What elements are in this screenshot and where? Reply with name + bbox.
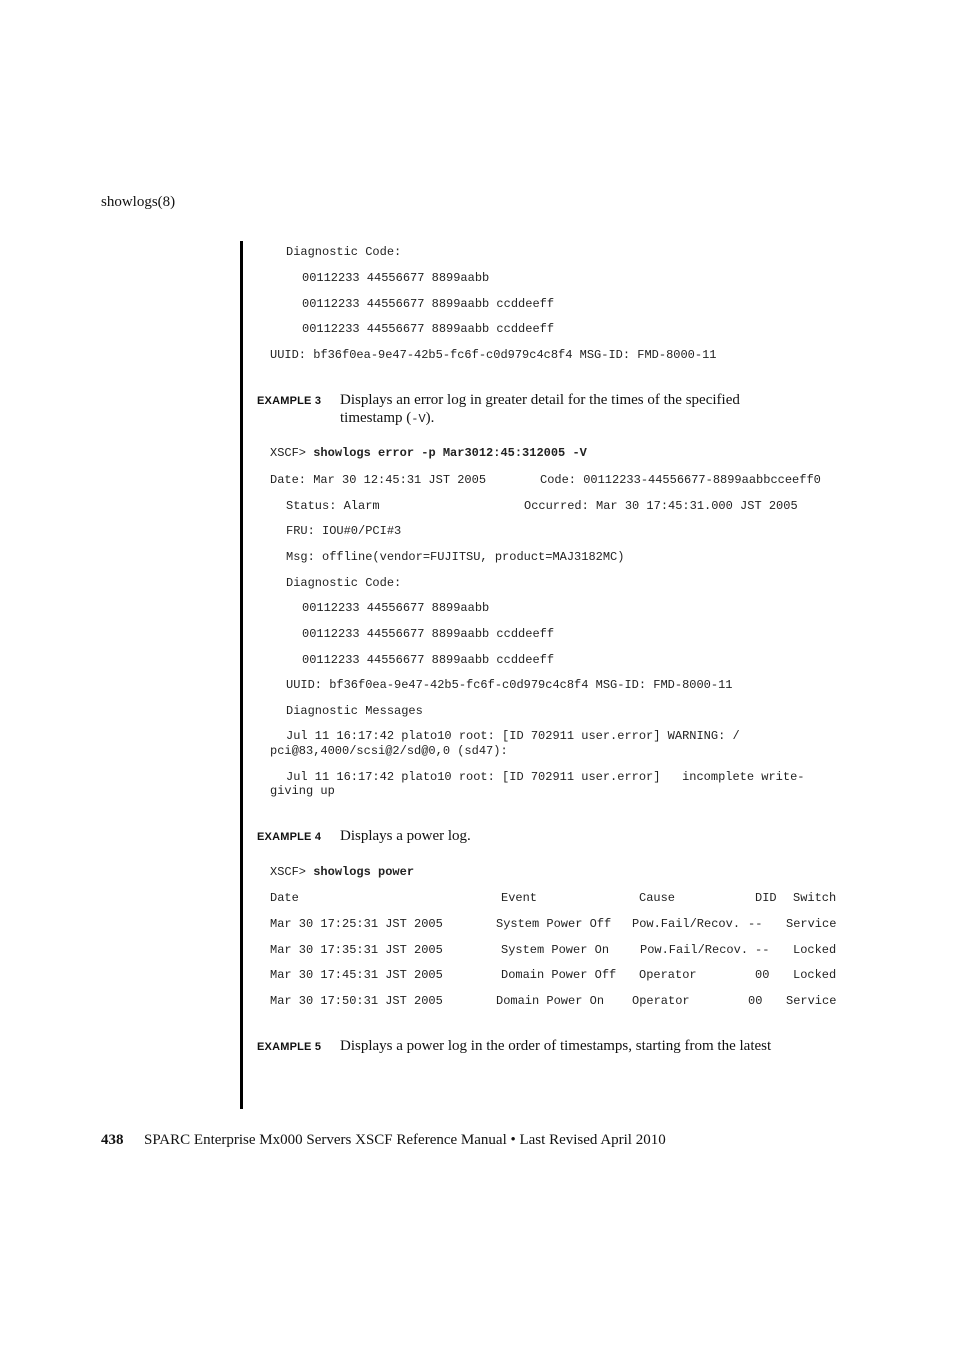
table-header-cause: Cause [639, 891, 676, 905]
table-cell-cause: Pow.Fail/Recov. [640, 943, 749, 957]
command: showlogs power [313, 865, 415, 879]
table-cell-cause: Pow.Fail/Recov. [632, 917, 741, 931]
table-cell-event: System Power On [501, 943, 610, 957]
table-cell-did: -- [748, 917, 763, 931]
example-4-label: EXAMPLE 4 [257, 831, 322, 843]
log-fru: FRU: IOU#0/PCI#3 [286, 524, 402, 538]
footer-text: SPARC Enterprise Mx000 Servers XSCF Reference Manual • Last Revised April 2010 [144, 1132, 666, 1148]
table-cell-event: System Power Off [496, 917, 612, 931]
diagnostic-code-label: Diagnostic Code: [286, 245, 402, 259]
diagnostic-code-line: 00112233 44556677 8899aabb [302, 271, 490, 285]
table-header-event: Event [501, 891, 538, 905]
log-date: Date: Mar 30 12:45:31 JST 2005 [270, 473, 487, 487]
example-3-description: Displays an error log in greater detail for the times of the specified [340, 392, 740, 408]
table-cell-did: 00 [748, 994, 763, 1008]
uuid-line: UUID: bf36f0ea-9e47-42b5-fc6f-c0d979c4c8f4 MSG-ID: FMD-8000-11 [270, 348, 717, 362]
table-cell-date: Mar 30 17:50:31 JST 2005 [270, 994, 443, 1008]
table-header-switch: Switch [793, 891, 837, 905]
prompt: XSCF> [270, 865, 307, 879]
example-3-label: EXAMPLE 3 [257, 395, 322, 407]
example-4-description: Displays a power log. [340, 828, 471, 844]
diagnostic-code-line: 00112233 44556677 8899aabb ccddeeff [302, 627, 555, 641]
table-cell-switch: Service [786, 917, 837, 931]
table-cell-did: -- [755, 943, 770, 957]
desc-text: ). [425, 410, 435, 426]
table-cell-event: Domain Power Off [501, 968, 617, 982]
table-cell-switch: Locked [793, 968, 837, 982]
uuid-line: UUID: bf36f0ea-9e47-42b5-fc6f-c0d979c4c8f4 MSG-ID: FMD-8000-11 [286, 678, 733, 692]
table-cell-cause: Operator [632, 994, 690, 1008]
table-cell-event: Domain Power On [496, 994, 605, 1008]
example-5-description: Displays a power log in the order of timestamps, starting from the latest [340, 1038, 772, 1054]
table-cell-date: Mar 30 17:45:31 JST 2005 [270, 968, 443, 982]
option-code: -V [411, 412, 426, 426]
table-header-did: DID [755, 891, 777, 905]
table-cell-switch: Service [786, 994, 837, 1008]
example-3-description-cont [340, 410, 434, 427]
table-cell-date: Mar 30 17:35:31 JST 2005 [270, 943, 443, 957]
diagnostic-message-line: giving up [270, 784, 335, 798]
example-5-label: EXAMPLE 5 [257, 1041, 322, 1053]
command: showlogs error -p Mar3012:45:312005 -V [313, 446, 587, 460]
diagnostic-code-line: 00112233 44556677 8899aabb ccddeeff [302, 297, 555, 311]
diagnostic-code-line: 00112233 44556677 8899aabb ccddeeff [302, 653, 555, 667]
prompt: XSCF> [270, 446, 307, 460]
diagnostic-message-line: Jul 11 16:17:42 plato10 root: [ID 702911 user.error] incomplete write- [286, 770, 805, 784]
table-cell-cause: Operator [639, 968, 697, 982]
log-occurred: Occurred: Mar 30 17:45:31.000 JST 2005 [524, 499, 798, 513]
table-cell-date: Mar 30 17:25:31 JST 2005 [270, 917, 443, 931]
diagnostic-code-label: Diagnostic Code: [286, 576, 402, 590]
diagnostic-code-line: 00112233 44556677 8899aabb [302, 601, 490, 615]
desc-text: timestamp ( [340, 410, 412, 426]
change-bar [240, 241, 243, 1109]
table-cell-switch: Locked [793, 943, 837, 957]
table-cell-did: 00 [755, 968, 770, 982]
running-header: showlogs(8) [101, 194, 176, 210]
log-msg: Msg: offline(vendor=FUJITSU, product=MAJ3182MC) [286, 550, 625, 564]
command-line [270, 446, 587, 460]
log-status: Status: Alarm [286, 499, 380, 513]
log-code: Code: 00112233-44556677-8899aabbcceeff0 [540, 473, 821, 487]
diagnostic-code-line: 00112233 44556677 8899aabb ccddeeff [302, 322, 555, 336]
command-line [270, 865, 414, 879]
page-number: 438 [101, 1132, 124, 1148]
table-header-date: Date [270, 891, 299, 905]
diagnostic-message-line: Jul 11 16:17:42 plato10 root: [ID 702911 user.error] WARNING: / [286, 729, 740, 743]
diagnostic-messages-label: Diagnostic Messages [286, 704, 423, 718]
diagnostic-message-line: pci@83,4000/scsi@2/sd@0,0 (sd47): [270, 744, 508, 758]
